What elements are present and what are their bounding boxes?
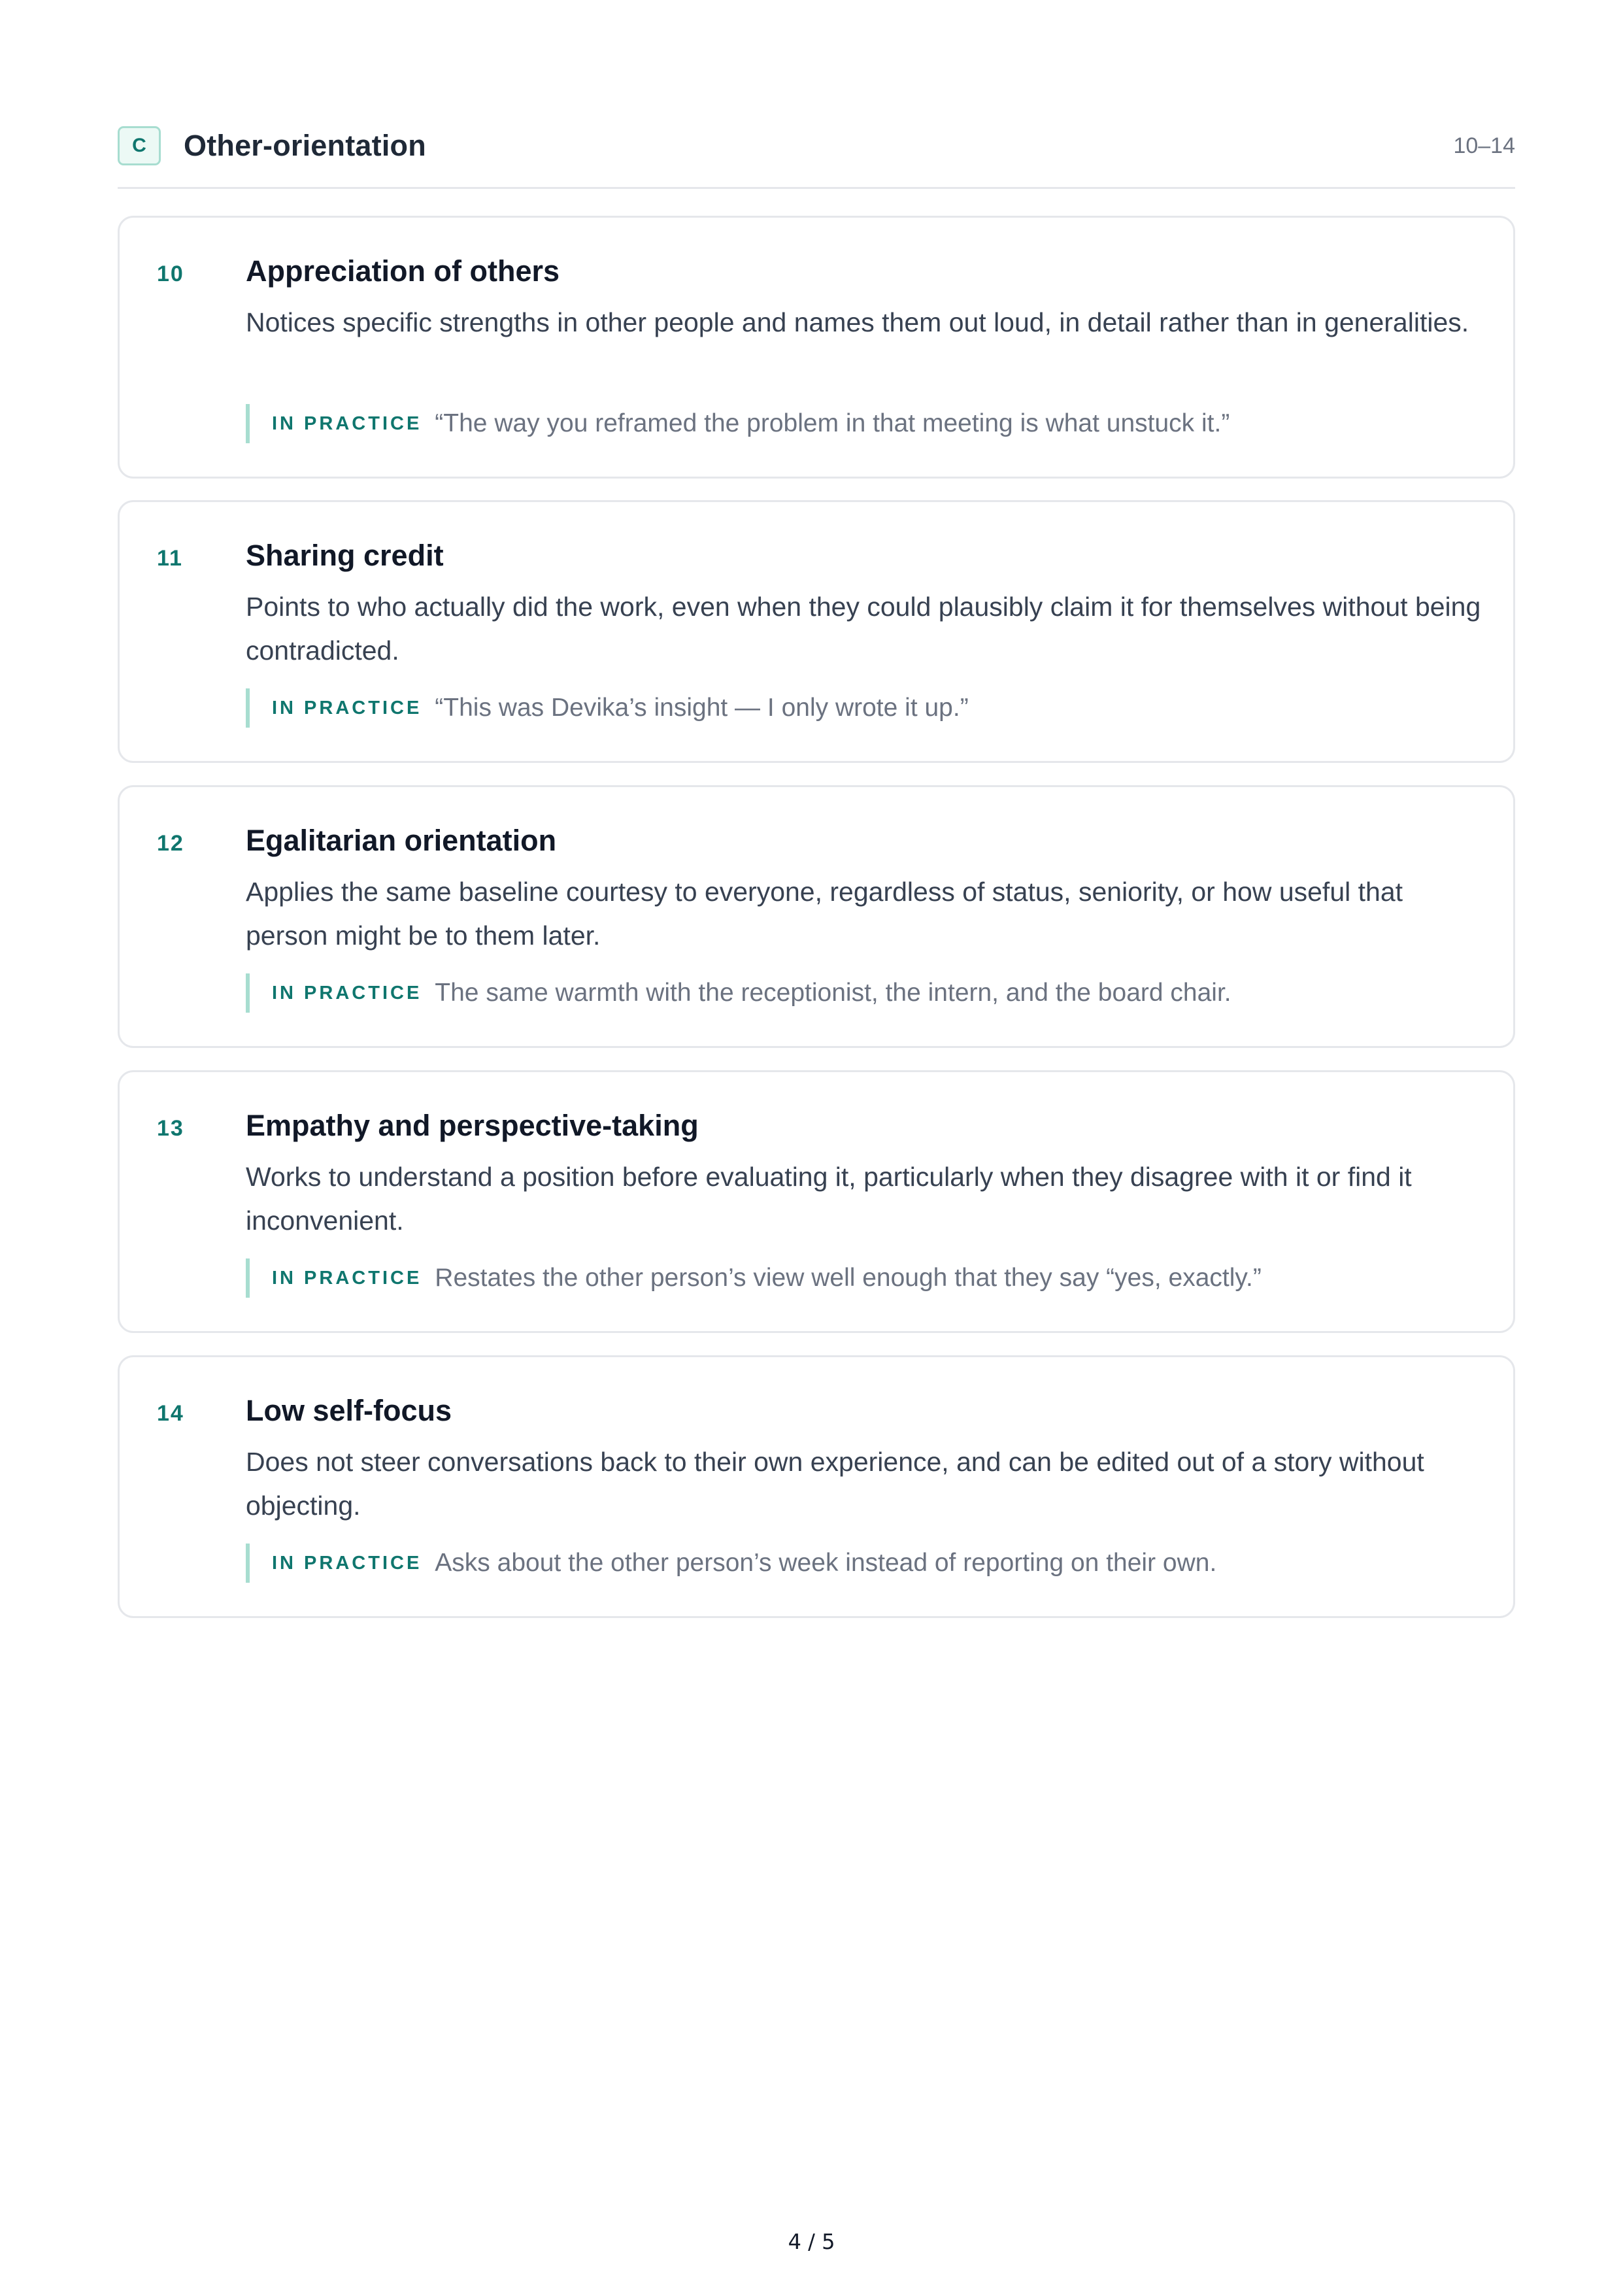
trait-description: Does not steer conversations back to their own experience, and can be edited out of a story without objecting. bbox=[246, 1447, 1424, 1521]
in-practice-text: Asks about the other person’s week instead of reporting on their own. bbox=[435, 1549, 1217, 1577]
section-letter-badge: C bbox=[118, 126, 161, 165]
in-practice-example bbox=[246, 404, 1230, 443]
in-practice-example bbox=[246, 1258, 1262, 1298]
in-practice-label: IN PRACTICE bbox=[272, 983, 422, 1004]
in-practice-text: Restates the other person’s view well enough that they say “yes, exactly.” bbox=[435, 1264, 1262, 1292]
trait-card bbox=[118, 500, 1515, 763]
page-number: 4 / 5 bbox=[788, 2229, 835, 2254]
trait-title: Appreciation of others bbox=[246, 254, 560, 288]
in-practice-text: “This was Devika’s insight — I only wrote it up.” bbox=[435, 694, 969, 722]
section-title: Other-orientation bbox=[184, 129, 426, 162]
trait-description: Points to who actually did the work, even when they could plausibly claim it for themselves without being contradicted. bbox=[246, 592, 1481, 666]
in-practice-text: “The way you reframed the problem in that meeting is what unstuck it.” bbox=[435, 409, 1230, 437]
trait-number: 12 bbox=[157, 831, 184, 856]
section-header bbox=[118, 124, 1515, 189]
trait-title: Egalitarian orientation bbox=[246, 824, 557, 857]
trait-title: Empathy and perspective-taking bbox=[246, 1109, 699, 1142]
trait-description: Applies the same baseline courtesy to everyone, regardless of status, seniority, or how useful that person might be to them later. bbox=[246, 877, 1403, 951]
trait-number: 11 bbox=[157, 546, 183, 571]
in-practice-example bbox=[246, 1544, 1216, 1583]
trait-description: Works to understand a position before evaluating it, particularly when they disagree with it or find it inconvenient. bbox=[246, 1162, 1412, 1236]
section-item-range: 10–14 bbox=[1453, 133, 1515, 158]
trait-number: 14 bbox=[157, 1401, 184, 1426]
trait-card bbox=[118, 1355, 1515, 1618]
trait-card bbox=[118, 216, 1515, 479]
in-practice-label: IN PRACTICE bbox=[272, 413, 422, 434]
in-practice-label: IN PRACTICE bbox=[272, 1268, 422, 1289]
trait-title: Low self-focus bbox=[246, 1394, 452, 1427]
trait-card bbox=[118, 785, 1515, 1048]
trait-number: 13 bbox=[157, 1116, 184, 1141]
trait-number: 10 bbox=[157, 262, 184, 286]
in-practice-example bbox=[246, 973, 1231, 1013]
in-practice-text: The same warmth with the receptionist, the intern, and the board chair. bbox=[435, 979, 1231, 1007]
trait-title: Sharing credit bbox=[246, 539, 444, 572]
in-practice-label: IN PRACTICE bbox=[272, 1553, 422, 1574]
in-practice-label: IN PRACTICE bbox=[272, 698, 422, 718]
trait-card bbox=[118, 1070, 1515, 1333]
in-practice-example bbox=[246, 688, 969, 728]
trait-description: Notices specific strengths in other people and names them out loud, in detail rather than in generalities. bbox=[246, 307, 1469, 337]
